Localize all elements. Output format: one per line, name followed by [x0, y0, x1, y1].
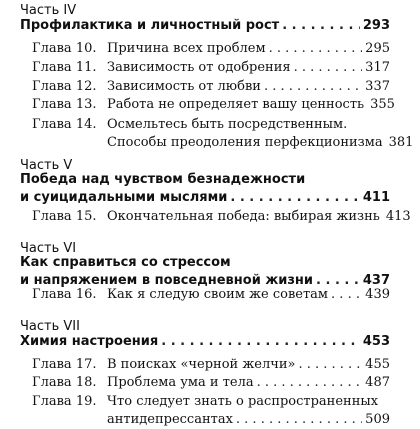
page-number: 381: [388, 135, 414, 150]
toc-entry: [32, 40, 390, 58]
part-title-text-continued: и суицидальными мыслями: [20, 190, 228, 205]
page-number: 411: [362, 190, 390, 205]
chapter-title: Что следует знать о распространенных: [107, 394, 379, 409]
chapter-title-continued: Способы преодоления перфекционизма: [107, 135, 383, 150]
toc-entry: [32, 116, 414, 152]
part-label: Часть VI: [20, 241, 77, 256]
chapter-number: Глава 15.: [32, 209, 97, 224]
chapter-number: Глава 16.: [32, 287, 97, 302]
dot-leader: [264, 78, 362, 96]
part-title: [20, 333, 390, 351]
chapter-title: Проблема ума и тела: [107, 375, 254, 390]
chapter-title: Осмельтесь быть посредственным.: [107, 117, 348, 132]
chapter-number: Глава 18.: [32, 375, 97, 390]
dot-leader: [161, 333, 360, 351]
part-label: Часть IV: [20, 3, 77, 18]
page-number: 413: [385, 209, 411, 224]
page-number: 439: [365, 287, 390, 302]
page-number: 487: [365, 375, 390, 390]
part-title-text: Профилактика и личностный рост: [20, 18, 280, 33]
chapter-number: Глава 10.: [32, 41, 97, 56]
page-number: 293: [362, 18, 390, 33]
toc-entry: [32, 356, 390, 374]
chapter-number: Глава 19.: [32, 394, 97, 409]
page-number: 317: [365, 60, 390, 75]
part-label: Часть V: [20, 158, 73, 173]
part-title: [20, 17, 390, 35]
chapter-number: Глава 12.: [32, 79, 97, 94]
dot-leader: [331, 286, 362, 304]
toc-entry: [32, 96, 395, 114]
part-title: [20, 171, 390, 207]
chapter-number: Глава 14.: [32, 117, 97, 132]
page-number: 337: [365, 79, 390, 94]
dot-leader: [236, 411, 362, 429]
chapter-number: Глава 17.: [32, 357, 97, 372]
part-title-text: Как справиться со стрессом: [20, 255, 231, 270]
chapter-title: Работа не определяет вашу ценность: [107, 97, 365, 112]
chapter-number: Глава 13.: [32, 97, 97, 112]
part-title-text: Победа над чувством безнадежности: [20, 172, 306, 187]
page-number: 509: [365, 412, 390, 427]
page-number: 437: [362, 273, 390, 288]
page-number: 295: [365, 41, 390, 56]
toc-entry: [32, 286, 390, 304]
chapter-title: Зависимость от любви: [107, 79, 261, 94]
chapter-title: Окончательная победа: выбирая жизнь: [107, 209, 380, 224]
page-number: 453: [362, 334, 390, 349]
chapter-number: Глава 11.: [32, 60, 97, 75]
toc-entry: [32, 208, 411, 226]
toc-entry: [32, 78, 390, 96]
dot-leader: [257, 374, 363, 392]
toc-entry: [32, 374, 390, 392]
dot-leader: [298, 356, 362, 374]
part-label: Часть VII: [20, 319, 80, 334]
chapter-title: Как я следую своим же советам: [107, 287, 329, 302]
part-title: [20, 254, 390, 290]
toc-entry: [32, 393, 390, 429]
dot-leader: [269, 40, 363, 58]
chapter-title: Причина всех проблем: [107, 41, 266, 56]
part-title-text-continued: и напряжением в повседневной жизни: [20, 273, 314, 288]
chapter-title: Зависимость от одобрения: [107, 60, 291, 75]
part-title-text: Химия настроения: [20, 334, 159, 349]
page-number: 455: [365, 357, 390, 372]
chapter-title-continued: антидепрессантах: [107, 412, 233, 427]
dot-leader: [294, 59, 363, 77]
toc-entry: [32, 59, 390, 77]
dot-leader: [282, 17, 360, 35]
dot-leader: [230, 189, 359, 207]
chapter-title: В поисках «черной желчи»: [107, 357, 296, 372]
page-number: 355: [370, 97, 395, 112]
